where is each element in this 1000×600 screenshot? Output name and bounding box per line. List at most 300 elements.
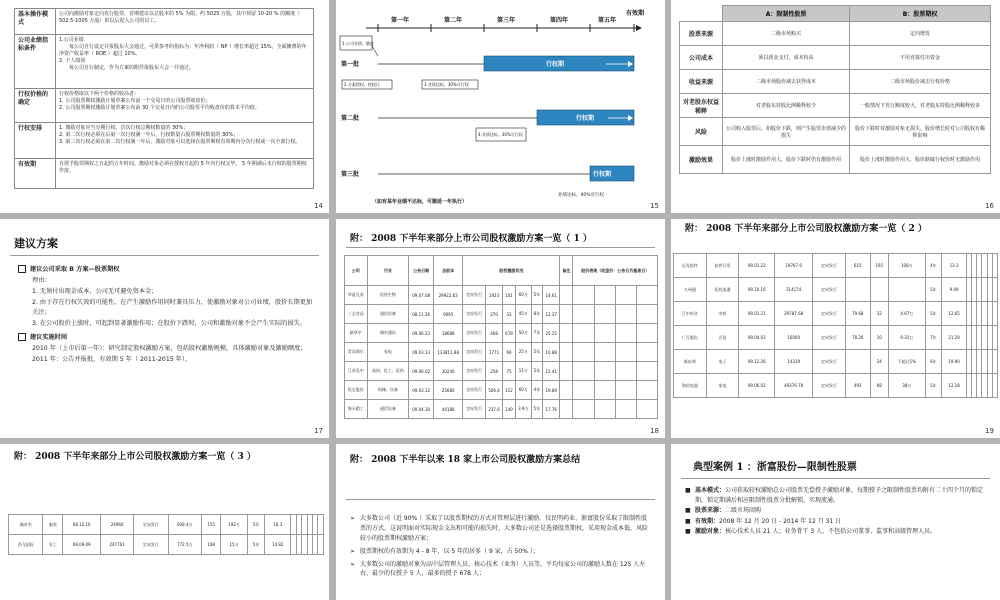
table-cell <box>573 286 594 305</box>
page-number: 15 <box>650 202 659 210</box>
table-cell: 38万 <box>888 374 925 398</box>
case-point: ■ 股票来源：二级市场回购 <box>685 506 987 516</box>
table-cell: 19767.6 <box>775 254 813 278</box>
table-cell: 60万 <box>515 381 531 400</box>
table-cell: 49376.78 <box>775 374 813 398</box>
table-cell: 电子 <box>706 350 739 374</box>
table-row <box>674 350 998 374</box>
table-row <box>680 46 991 70</box>
table-cell <box>573 381 594 400</box>
table-cell: 高岗、化工、医药 <box>367 362 409 381</box>
table-row <box>680 70 991 94</box>
plan-table <box>14 8 314 189</box>
comparison-table <box>679 5 991 174</box>
table-cell: 14.82 <box>265 535 291 555</box>
row-label: 收益来源 <box>680 70 723 94</box>
table-cell: 192 <box>870 254 888 278</box>
table-cell: 29922.63 <box>434 286 463 305</box>
table-cell <box>573 324 594 343</box>
slide-17[interactable] <box>0 219 329 438</box>
exercise-label: 行权期 <box>576 115 595 122</box>
table-cell: 佩奇杰 <box>9 515 43 535</box>
table-cell: 7年 <box>531 324 542 343</box>
table-cell: 机械、设备 <box>367 381 409 400</box>
table-cell <box>636 362 657 381</box>
table-cell: 33 <box>503 305 516 324</box>
table-cell: 10 <box>870 326 888 350</box>
table-cell <box>560 381 573 400</box>
page-number: 18 <box>650 427 659 435</box>
row-label: 风险 <box>680 118 723 146</box>
table-cell: 44188 <box>434 400 463 419</box>
exercise-label: 行权期 <box>546 61 565 68</box>
table-row <box>15 35 314 89</box>
table-cell: 9.31万 <box>888 326 925 350</box>
table-cell: 6年 <box>925 350 941 374</box>
table-cell: 新华宇 <box>345 324 368 343</box>
table-cell: 24960 <box>101 515 134 535</box>
table-cell: 5年 <box>247 535 264 555</box>
table-cell: 11万 <box>515 362 531 381</box>
slide-16[interactable] <box>671 0 1000 213</box>
table-cell: 192万 <box>221 515 248 535</box>
company-table <box>8 514 324 555</box>
table-cell: 3.9万 <box>515 400 531 419</box>
table-cell <box>636 400 657 419</box>
table-cell: 软件开发 <box>706 254 739 278</box>
end-label: 有效期 <box>626 10 645 17</box>
table-cell: 定向发行 <box>463 343 486 362</box>
table-cell: 09.04.03 <box>739 326 775 350</box>
timeline-item: 2011 年：公告并报批，有效期 5 年（ 2011-2015 年）。 <box>32 355 192 363</box>
table-cell: 定向发行 <box>134 515 168 535</box>
table-cell <box>615 362 636 381</box>
table-cell: 09.06.02 <box>409 362 434 381</box>
summary-points <box>350 514 652 579</box>
title-divider <box>346 247 655 248</box>
table-cell: 百货 <box>706 326 739 350</box>
table-cell: 09.06.02 <box>739 374 775 398</box>
table-cell: 城市通讯 <box>367 324 409 343</box>
reason-item: 3. 在公司股价上涨时，可起到显著激励作用；在股价下跌时，公司和激励对象不会产生实际的损失。 <box>32 320 306 328</box>
table-cell: 江中药业 <box>674 302 707 326</box>
cell-a: 二级市场购买 <box>723 22 850 46</box>
table-cell: 09.03.12 <box>409 381 434 400</box>
year-label: 第五年 <box>598 17 617 24</box>
table-cell: 5年 <box>925 278 941 302</box>
table-cell <box>318 535 324 555</box>
row-label: 基本操作模式 <box>15 9 56 35</box>
page-number: 16 <box>985 202 994 210</box>
table-cell <box>594 324 615 343</box>
square-bullet-icon <box>18 265 26 273</box>
summary-point: ➢ 股票期权的有效期为 4 - 8 年，以 5 年的居多（ 9 家，占 50% ）； <box>350 547 539 555</box>
table-cell: 772.5万 <box>168 535 201 555</box>
year-label: 第一年 <box>391 17 410 24</box>
cell-b: 定向增发 <box>850 22 991 46</box>
case-point: ■ 激励对象：核心技术人员 21 人；业务骨干 3 人，不包括公司董事、监事和高级管理人员。 <box>685 527 987 537</box>
table-cell: 军工 <box>43 535 63 555</box>
row-label: 有效期 <box>15 159 56 189</box>
table-cell <box>594 381 615 400</box>
table-cell: 75 <box>503 362 516 381</box>
slide-title: 建议方案 <box>14 237 58 250</box>
cell-a: 二级市场股价减去获得成本 <box>723 70 850 94</box>
slide-body <box>18 265 316 366</box>
cell-a: 对老股东持股比例稀释较少 <box>723 94 850 118</box>
table-cell: 恒宝股份 <box>345 381 368 400</box>
table-cell: 5年 <box>531 343 542 362</box>
table-cell: 4年 <box>925 254 941 278</box>
table-cell: 32 <box>870 302 888 326</box>
square-bullet-icon: ■ <box>685 487 691 494</box>
table-cell: 19.90 <box>942 350 967 374</box>
batch-label: 第一批 <box>341 61 360 68</box>
table-cell: 5年 <box>925 302 941 326</box>
arrow-bullet-icon: ➢ <box>350 547 356 555</box>
slide-15[interactable] <box>336 0 665 213</box>
table-cell: 152 <box>503 381 516 400</box>
slide-title: 附： 2008 下半年来部分上市公司股权激励方案一览（ 1 ） <box>350 234 592 244</box>
cell-b: 股价下跌时对激励对象无损失，股价增长时对公司股权有稀释影响 <box>850 118 991 146</box>
table-cell: 7年 <box>925 326 941 350</box>
table-cell: 79.68 <box>845 302 870 326</box>
connector <box>372 46 378 56</box>
cell-b: 股价上涨时激励作用大，股价跌破行权价时无激励作用 <box>850 146 991 174</box>
table-cell: 1771 <box>485 343 502 362</box>
table-cell <box>573 305 594 324</box>
slide-21[interactable] <box>336 444 665 600</box>
table-cell <box>594 286 615 305</box>
page-number: 17 <box>314 427 323 435</box>
title-divider <box>346 499 655 500</box>
table-cell: 247761 <box>101 535 134 555</box>
table-cell: 78.26 <box>845 326 870 350</box>
table-cell: 68 <box>870 374 888 398</box>
table-cell: 12.37 <box>543 305 560 324</box>
summary-point: ➢ 大多数公司（近 90% ）采取了以股票期权的方式对管理层进行激励，仅民明药业、浙富股份采取了限制性股票的方式，这说明面对实际现金支出和可能的损失时，大多数公司还是选择股票期权，采用现金成本低、风险较小的股票期权激励方案； <box>350 515 649 542</box>
note-text: 3.业绩达标，30%可行权 <box>424 82 469 87</box>
table-cell: 4.67万 <box>888 302 925 326</box>
table-cell: 远光软件 <box>674 254 707 278</box>
table-cell: 09.01.22 <box>739 254 775 278</box>
table-row <box>345 400 658 419</box>
year-label: 第三年 <box>497 17 516 24</box>
table-cell: 133811.88 <box>434 343 463 362</box>
table-cell: 9.49 <box>942 278 967 302</box>
note-text: 4.业绩达标，30%可行权 <box>478 132 523 137</box>
square-bullet-icon: ■ <box>685 527 691 535</box>
table-cell <box>594 400 615 419</box>
table-cell <box>560 362 573 381</box>
table-cell <box>845 278 870 302</box>
timeline-item: 2010 年（上市后第一年）：研究制定股权激励方案，包括股权激励规模，具体激励对象及激励额度； <box>32 344 307 352</box>
table-row <box>680 118 991 146</box>
table-cell <box>845 350 870 374</box>
batch-label: 第三批 <box>341 171 360 178</box>
row-text: 自授予股票期权之日起的五年时间。激励对象必须在授权日起的 5 年内行权完毕。 5 年期满后未行权的股票期权作废。 <box>56 159 314 189</box>
table-cell <box>573 362 594 381</box>
slide-18[interactable] <box>336 219 665 438</box>
table-cell <box>560 343 573 362</box>
cell-a: 股价上涨时激励作用大，股价下跌时仍有激励作用 <box>723 146 850 174</box>
table-cell: 5年 <box>247 515 264 535</box>
table-cell: 928.4万 <box>168 515 201 535</box>
table-cell: 17.76 <box>543 400 560 419</box>
table-cell: 定向发行 <box>463 286 486 305</box>
table-cell <box>992 278 997 302</box>
timeline-diagram <box>336 0 665 213</box>
table-cell: 12.65 <box>942 302 967 326</box>
table-cell: 25万 <box>515 343 531 362</box>
title-divider <box>10 255 319 256</box>
table-cell: 10.88 <box>543 343 560 362</box>
table-cell: 25680 <box>434 381 463 400</box>
row-label: 行权价格的确定 <box>15 89 56 123</box>
table-cell: 定向发行 <box>134 535 168 555</box>
table-cell: 45万 <box>515 305 531 324</box>
table-cell: 5年 <box>925 374 941 398</box>
case-point: ■ 有效期：2008 年 12 月 20 日 - 2014 年 12 月 31 日 <box>685 517 987 527</box>
summary-point: ➢ 大多数公司的激励对象为高中层管理人员、核心技术（业务）人员等，平均每家公司的激励人数在 125 人左右，最少的仅授予 5 人，最多的授予 678 人； <box>350 560 646 578</box>
footnote: （如有某年业绩不达标，可顺延一年执行） <box>372 199 468 205</box>
table-cell <box>992 326 997 350</box>
note-text: 2.方案授权，授权日 <box>344 82 380 87</box>
reason-item: 2. 由于存在行权失效的可能性，在产生激励作用同时兼具压力，使激励对象对公司业绩，股价长期更加关注； <box>32 298 313 317</box>
note-text: 1.公司业绩、额度 <box>342 41 374 46</box>
table-cell <box>594 305 615 324</box>
table-cell: 09.06.23 <box>409 324 434 343</box>
table-cell <box>594 362 615 381</box>
table-cell: 中药 <box>706 302 739 326</box>
row-text: 1.公司业绩 每公司自行设定并报股东大会通过，可供参考的指标为：年净利润（ NP ）增长率超过 15%，全面摊薄的年净资产收益率（ ROE ）超过 10%。 2. 个人绩效 每公司自行制定，作为方案的附件报股东大会一并通过。 <box>56 35 314 89</box>
table-cell: 8年 <box>531 305 542 324</box>
case-points <box>685 486 987 537</box>
slide-title: 附： 2008 下半年以来 18 家上市公司股权激励方案总结 <box>350 455 581 465</box>
table-cell <box>636 305 657 324</box>
table-cell: 09.12.26 <box>739 350 775 374</box>
col-header: 行业 <box>367 256 409 286</box>
reason-label: 理由： <box>32 276 51 284</box>
table-cell: 08.09.09 <box>63 535 101 555</box>
table-cell: 13.3 <box>942 254 967 278</box>
note-text: 业绩达标，40%可行权 <box>558 193 605 198</box>
table-row <box>9 515 324 535</box>
table-row <box>674 374 998 398</box>
table-cell: 506.4 <box>485 381 502 400</box>
cell-a: 须以现金支付，成本较高 <box>723 46 850 70</box>
table-cell: 定向发行 <box>463 324 486 343</box>
row-text: 行权价格取以下两个价格的较高者： 1. 公司股票期权激励计划草案公布前一个交易日的公司股票收盘价； 2. 公司股票期权激励计划草案公布前 30 个交易日内的公司股票平均收盘价的算术平均值。 <box>56 89 314 123</box>
table-cell <box>573 343 594 362</box>
table-cell: 定向发行 <box>813 326 846 350</box>
cell-b: 不用直接付出资金 <box>850 46 991 70</box>
table-cell: 家电 <box>367 343 409 362</box>
row-label: 激励效果 <box>680 146 723 174</box>
square-bullet-icon: ■ <box>685 507 691 515</box>
year-label: 第二年 <box>444 17 463 24</box>
table-cell: 108 <box>202 535 221 555</box>
table-cell <box>636 286 657 305</box>
table-cell: 09.03.13 <box>409 343 434 362</box>
table-cell: 18688 <box>434 324 463 343</box>
table-cell: 16.3 <box>265 515 291 535</box>
table-cell: 定向发行 <box>813 374 846 398</box>
table-cell: 定向发行 <box>813 302 846 326</box>
table-cell <box>636 381 657 400</box>
column-b-header: B：股票期权 <box>850 6 991 22</box>
table-cell <box>636 324 657 343</box>
table-cell <box>560 286 573 305</box>
table-cell: 江苏吴中 <box>345 362 368 381</box>
table-row <box>680 146 991 174</box>
slide-19[interactable] <box>671 219 1000 438</box>
table-cell: 15万 <box>221 535 248 555</box>
table-row <box>345 305 658 324</box>
table-cell <box>992 374 997 398</box>
table-cell <box>318 515 324 535</box>
table-cell: 5年 <box>531 286 542 305</box>
table-cell: 新宙邦 <box>674 350 707 374</box>
header-row <box>345 256 658 286</box>
square-bullet-icon: ■ <box>685 517 691 525</box>
table-cell: 家电 <box>706 374 739 398</box>
cell-b: 一般情况下发行额度较大，对老股东持股比例稀释较多 <box>850 94 991 118</box>
table-cell <box>615 324 636 343</box>
table-cell: 4年 <box>531 381 542 400</box>
heading-1: 建议公司采取 B 方案—股票期权 <box>18 265 316 276</box>
table-cell: 海信电器 <box>674 374 707 398</box>
table-cell: 21.29 <box>942 326 967 350</box>
row-label: 公司业绩指标条件 <box>15 35 56 89</box>
table-row <box>674 254 998 278</box>
row-label: 行权安排 <box>15 123 56 159</box>
table-cell <box>560 305 573 324</box>
col-header: 公司 <box>345 256 368 286</box>
table-cell <box>992 302 997 326</box>
table-cell: 237.6 <box>485 400 502 419</box>
table-cell: 定向发行 <box>813 350 846 374</box>
table-cell: 258 <box>485 362 502 381</box>
table-cell: 西飞国际 <box>9 535 43 555</box>
table-cell: 服装 <box>43 515 63 535</box>
table-cell: 69 <box>503 343 516 362</box>
table-cell <box>615 305 636 324</box>
table-cell <box>615 343 636 362</box>
row-text: 1. 激励对象应当分期行权，首次行权总期权数量的 30%； 2. 第二次行权必须在后第一次行权满一年后，行权数量占股票期权数量的 30%； 3. 第三次行权必须在第二次行权满一年后，激励对象可以选择在股票期权有效期内分次行权或一次全部行权。 <box>56 123 314 159</box>
table-cell: 60万 <box>515 286 531 305</box>
col-header: 股价表现（收盘价：公告日为基准日） <box>573 256 658 286</box>
slide-title: 附： 2008 下半年来部分上市公司股权激励方案一览（ 2 ） <box>685 224 927 234</box>
table-cell <box>615 286 636 305</box>
table-cell: 不超过1% <box>888 350 925 374</box>
table-row <box>345 381 658 400</box>
table-row <box>345 362 658 381</box>
table-cell: 491 <box>845 374 870 398</box>
page-number: 19 <box>985 427 994 435</box>
table-cell: 定向发行 <box>463 381 486 400</box>
table-row <box>15 159 314 189</box>
table-row <box>9 535 324 555</box>
table-cell: 1923 <box>485 286 502 305</box>
table-cell: 5年 <box>531 362 542 381</box>
table-cell <box>636 343 657 362</box>
table-row <box>680 22 991 46</box>
table-cell: 九州通 <box>674 278 707 302</box>
table-cell: 14319 <box>775 350 813 374</box>
arrow-bullet-icon: ➢ <box>350 515 356 522</box>
table-row <box>680 94 991 118</box>
table-row <box>345 343 658 362</box>
table-cell: 678 <box>503 324 516 343</box>
reason-item: 1. 无须付出现金成本，公司无可避免资本金； <box>32 287 158 295</box>
table-cell: 通信设备 <box>367 400 409 419</box>
table-cell: 定向发行 <box>463 400 486 419</box>
col-header: 股权激励状况 <box>463 256 560 286</box>
table-cell: 三全食品 <box>345 305 368 324</box>
table-cell <box>870 278 888 302</box>
table-cell: 14.61 <box>543 286 560 305</box>
table-cell <box>560 400 573 419</box>
page-number: 14 <box>314 202 323 210</box>
table-cell: 定向发行 <box>463 362 486 381</box>
table-cell: 155 <box>202 515 221 535</box>
slide-22[interactable] <box>671 444 1000 600</box>
table-cell: 通信设备 <box>367 305 409 324</box>
table-cell: 医药生物 <box>367 286 409 305</box>
row-label: 股票来源 <box>680 22 723 46</box>
table-cell <box>992 350 997 374</box>
table-cell: 5年 <box>531 400 542 419</box>
table-cell: 定向发行 <box>813 254 846 278</box>
title-divider <box>681 478 990 479</box>
col-header: 备注 <box>560 256 573 286</box>
table-row <box>674 278 998 302</box>
table-cell: 08.12.16 <box>63 515 101 535</box>
table-row <box>674 326 998 350</box>
table-cell: 定向发行 <box>463 305 486 324</box>
table-cell: 101 <box>503 286 516 305</box>
time-axis-arrow <box>636 25 642 31</box>
table-cell <box>888 278 925 302</box>
table-cell: 16000 <box>775 326 813 350</box>
table-cell: 314174 <box>775 278 813 302</box>
table-cell: 09.07.08 <box>409 286 434 305</box>
table-cell: 08.11.26 <box>409 305 434 324</box>
row-label: 公司成本 <box>680 46 723 70</box>
table-cell: 149 <box>503 400 516 419</box>
table-cell: 468 <box>485 324 502 343</box>
slide-14[interactable] <box>0 0 329 213</box>
table-row <box>345 286 658 305</box>
case-point: ■ 基本模式：公司获取较权激励总公司股票无偿授予激励对象，每期授予之限制性股票均附有二十四个月的锁定期，锁定期满后相应限制性股票分批解锁，实现流通。 <box>685 487 984 505</box>
table-cell: 12.18 <box>942 374 967 398</box>
col-header: 公告日期 <box>409 256 434 286</box>
company-table <box>344 255 658 419</box>
table-cell: 108万 <box>888 254 925 278</box>
cell-b: 二级市场股价减去行权价格 <box>850 70 991 94</box>
arrow-bullet-icon: ➢ <box>350 560 356 568</box>
cell-a: 公司购入股票后，如股价下跌，则产生股票市值减少的损失 <box>723 118 850 146</box>
year-label: 第四年 <box>550 17 569 24</box>
table-cell: 270 <box>485 305 502 324</box>
table-row <box>674 302 998 326</box>
col-header: 总股本 <box>434 256 463 286</box>
slide-20[interactable] <box>0 444 329 600</box>
table-cell: 华谊兄弟 <box>345 286 368 305</box>
table-cell: 广百股份 <box>674 326 707 350</box>
table-cell <box>615 400 636 419</box>
